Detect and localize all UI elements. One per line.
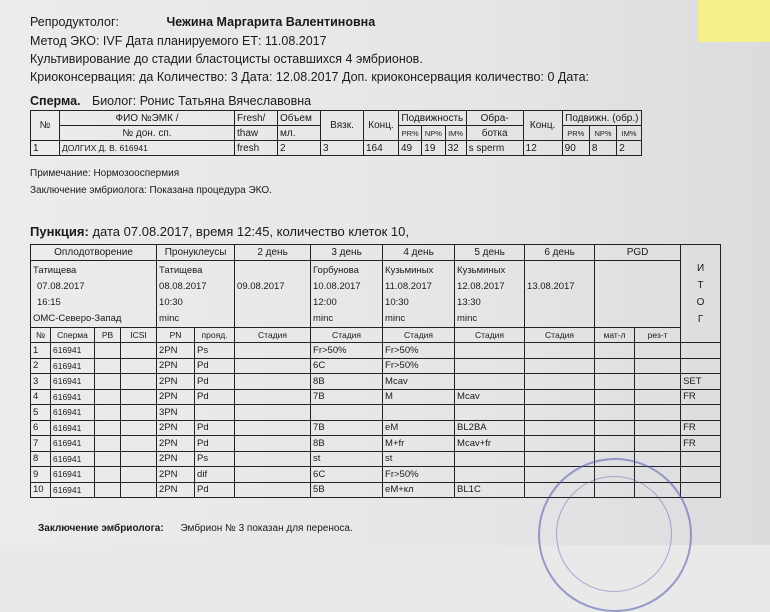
embryo-header-row: [31, 245, 721, 261]
embryo-cell: Mcav: [455, 389, 525, 405]
info-line: 13.08.2017: [527, 280, 575, 292]
embryo-cell: [525, 343, 595, 359]
sperm-title-line: [30, 93, 311, 109]
embryo-cell: [455, 467, 525, 483]
embryo-cell: SET: [681, 374, 721, 390]
embryo-row: [31, 389, 721, 405]
embryo-cell: Pd: [195, 420, 235, 436]
info-line: Татищева: [159, 264, 203, 276]
embryo-cell: [635, 436, 681, 452]
sperm-h-im: IM%: [445, 126, 466, 141]
info-line: 08.08.2017: [159, 280, 207, 292]
h-pronuclei: Пронуклеусы: [157, 245, 235, 261]
info-line: Татищева: [33, 264, 77, 276]
embryo-cell: [681, 405, 721, 421]
reproductologist-name: Чежина Маргарита Валентиновна: [166, 15, 376, 29]
embryo-cell: [95, 389, 121, 405]
embryo-cell: [635, 358, 681, 374]
info-line: Горбунова: [313, 264, 359, 276]
embryo-cell: M+fr: [383, 436, 455, 452]
embryo-cell: 2PN: [157, 451, 195, 467]
embryo-cell: [455, 451, 525, 467]
itogo-letter: О: [696, 296, 705, 308]
embryo-cell: [635, 420, 681, 436]
embryo-cell: 7: [31, 436, 51, 452]
sperm-h-im2: IM%: [617, 126, 642, 141]
header-line-2: Метод ЭКО: IVF Дата планируемого ЕТ: 11.08.2017: [30, 34, 327, 48]
embryo-cell: [95, 374, 121, 390]
sperm-cell: 8: [589, 141, 616, 156]
sperm-cell: 2: [278, 141, 321, 156]
embryo-cell: [235, 405, 311, 421]
info-line: Кузьминых: [457, 264, 506, 276]
embryo-cell: [525, 374, 595, 390]
embryo-cell: 7B: [311, 389, 383, 405]
embryo-cell: [121, 389, 157, 405]
sperm-h-conc2: Конц.: [523, 111, 562, 141]
col-h: Стадия: [525, 327, 595, 343]
col-h: Стадия: [311, 327, 383, 343]
embryo-cell: 8B: [311, 374, 383, 390]
embryo-cell: [121, 451, 157, 467]
h-day4: 4 день: [383, 245, 455, 261]
puncture-line: [30, 224, 409, 240]
embryo-cell: [195, 405, 235, 421]
embryo-cell: Pd: [195, 358, 235, 374]
embryo-cell: BL2BA: [455, 420, 525, 436]
col-h: Стадия: [455, 327, 525, 343]
h-day2: 2 день: [235, 245, 311, 261]
embryo-cell: 7B: [311, 420, 383, 436]
embryo-cell: eM: [383, 420, 455, 436]
puncture-title: Пункция:: [30, 224, 89, 239]
embryo-cell: Pd: [195, 436, 235, 452]
embryo-cell: [235, 343, 311, 359]
embryo-cell: 616941: [51, 436, 95, 452]
embryo-cell: [455, 343, 525, 359]
embryo-cell: Pd: [195, 374, 235, 390]
embryo-cell: 616941: [51, 420, 95, 436]
info-fert: [31, 260, 157, 327]
embryo-row: [31, 374, 721, 390]
info-line: 10.08.2017: [313, 280, 361, 292]
embryo-cell: 616941: [51, 374, 95, 390]
info-pron: [157, 260, 235, 327]
embryo-cell: [635, 374, 681, 390]
embryo-cell: [635, 405, 681, 421]
sperm-h-np2: NP%: [589, 126, 616, 141]
info-line: minc: [457, 312, 478, 324]
sperm-title: Сперма.: [30, 94, 81, 108]
embryo-cell: [235, 436, 311, 452]
col-h: мат-л: [595, 327, 635, 343]
embryo-cell: 2PN: [157, 343, 195, 359]
h-day6: 6 день: [525, 245, 595, 261]
embryo-cell: Pd: [195, 482, 235, 498]
sperm-data-row: [31, 141, 642, 156]
sperm-table: [30, 110, 642, 156]
sperm-h-np: NP%: [422, 126, 445, 141]
seal-stamp-inner: [556, 476, 672, 592]
info-pgd: [595, 260, 681, 327]
info-d2: [235, 260, 311, 327]
h-fertilization: Оплодотворение: [31, 245, 157, 261]
embryo-cell: [455, 405, 525, 421]
sperm-h-conc: Конц.: [364, 111, 399, 141]
col-h: №: [31, 327, 51, 343]
embryo-cell: [635, 343, 681, 359]
embryo-cell: BL1C: [455, 482, 525, 498]
embryo-cell: [235, 358, 311, 374]
sperm-cell: 164: [364, 141, 399, 156]
embryo-cell: [595, 405, 635, 421]
embryo-cell: [95, 482, 121, 498]
embryo-cell: [681, 482, 721, 498]
col-h: Сперма: [51, 327, 95, 343]
info-d6: [525, 260, 595, 327]
embryo-row: [31, 343, 721, 359]
embryo-cell: Fr>50%: [383, 467, 455, 483]
embryo-cell: Ps: [195, 451, 235, 467]
embryo-cell: st: [383, 451, 455, 467]
embryo-cell: [95, 405, 121, 421]
embryo-cell: 5: [31, 405, 51, 421]
embryo-cell: 616941: [51, 343, 95, 359]
embryo-cell: 1: [31, 343, 51, 359]
info-line: minc: [313, 312, 334, 324]
embryo-cell: [121, 343, 157, 359]
h-pgd: PGD: [595, 245, 681, 261]
embryo-cell: [95, 358, 121, 374]
h-day5: 5 день: [455, 245, 525, 261]
sperm-h-fresh1: Fresh/: [235, 111, 278, 126]
h-itogo: [681, 245, 721, 343]
sperm-h-vol1: Объем: [278, 111, 321, 126]
info-d3: [311, 260, 383, 327]
embryo-cell: [121, 405, 157, 421]
embryo-cell: 616941: [51, 451, 95, 467]
sperm-h-fio1: ФИО №ЭМК /: [60, 111, 235, 126]
info-line: 12:00: [313, 296, 337, 308]
embryo-cell: 616941: [51, 467, 95, 483]
col-h: рез-т: [635, 327, 681, 343]
info-line: minc: [159, 312, 180, 324]
sperm-h-proc1: Обра-: [466, 111, 523, 126]
sperm-h-fio2: № дон. сп.: [60, 126, 235, 141]
embryo-cell: 6: [31, 420, 51, 436]
embryo-cell: st: [311, 451, 383, 467]
col-h: ICSI: [121, 327, 157, 343]
embryo-cell: 4: [31, 389, 51, 405]
embryo-cell: dif: [195, 467, 235, 483]
embryo-cell: 616941: [51, 358, 95, 374]
col-h: Стадия: [383, 327, 455, 343]
sperm-h-pr: PR%: [399, 126, 422, 141]
embryo-cell: [455, 374, 525, 390]
embryo-cell: [121, 467, 157, 483]
embryo-cell: [525, 420, 595, 436]
info-d5: [455, 260, 525, 327]
embryo-cell: [681, 467, 721, 483]
embryo-cell: [121, 482, 157, 498]
embryo-cell: [121, 358, 157, 374]
embryo-cell: 3: [31, 374, 51, 390]
embryo-cell: [595, 343, 635, 359]
sperm-cell: ДОЛГИХ Д. В. 616941: [60, 141, 235, 156]
embryo-cell: [525, 358, 595, 374]
embryo-cell: [525, 405, 595, 421]
col-h: Стадия: [235, 327, 311, 343]
info-line: 11.08.2017: [385, 280, 432, 292]
embryo-cell: 2PN: [157, 420, 195, 436]
sperm-cell: fresh: [235, 141, 278, 156]
sperm-h-motil: Подвижность: [399, 111, 467, 126]
embryo-cell: 3PN: [157, 405, 195, 421]
header-line-3: Культивирование до стадии бластоцисты оставшихся 4 эмбрионов.: [30, 52, 423, 66]
sperm-h-proc2: ботка: [466, 126, 523, 141]
final-conclusion: [38, 521, 353, 537]
sperm-note: Примечание: Нормозооспермия: [30, 168, 180, 179]
info-line: minc: [385, 312, 406, 324]
sticky-note: [698, 0, 770, 42]
embryo-cell: FR: [681, 389, 721, 405]
embryo-cell: 6C: [311, 467, 383, 483]
sperm-h-visc: Вязк.: [321, 111, 364, 141]
final-label: Заключение эмбриолога:: [38, 523, 164, 534]
sperm-conclusion: Заключение эмбриолога: Показана процедура ЭКО.: [30, 185, 272, 196]
sperm-cell: 32: [445, 141, 466, 156]
embryo-cell: Fr>50%: [383, 343, 455, 359]
embryo-cell: FR: [681, 420, 721, 436]
embryo-cell: 9: [31, 467, 51, 483]
sperm-cell: 1: [31, 141, 60, 156]
embryo-cell: 2PN: [157, 436, 195, 452]
embryo-cell: 6C: [311, 358, 383, 374]
embryo-cell: 616941: [51, 389, 95, 405]
info-line: Кузьминых: [385, 264, 434, 276]
info-line: 16:15: [37, 296, 61, 308]
info-line: 12.08.2017: [457, 280, 505, 292]
info-line: 10:30: [159, 296, 183, 308]
embryo-cell: 8: [31, 451, 51, 467]
header-line-1: [30, 14, 375, 30]
sperm-cell: s sperm: [466, 141, 523, 156]
embryo-cell: 616941: [51, 482, 95, 498]
sperm-cell: 19: [422, 141, 445, 156]
embryo-cell: [235, 420, 311, 436]
info-line: 13:30: [457, 296, 481, 308]
embryo-cell: [383, 405, 455, 421]
embryo-cell: 8B: [311, 436, 383, 452]
embryo-cell: 2: [31, 358, 51, 374]
sperm-h-motil2: Подвижн. (обр.): [562, 111, 641, 126]
header-line-4: Криоконсервация: да Количество: 3 Дата: 12.08.2017 Доп. криоконсервация количество: 0 Дата:: [30, 70, 590, 84]
sperm-cell: 49: [399, 141, 422, 156]
embryo-cell: [235, 482, 311, 498]
embryo-cell: 2PN: [157, 358, 195, 374]
embryo-cell: Fr>50%: [311, 343, 383, 359]
embryo-row: [31, 405, 721, 421]
embryo-cell: Mcav+fr: [455, 436, 525, 452]
sperm-h-vol2: мл.: [278, 126, 321, 141]
sperm-h-pr2: PR%: [562, 126, 589, 141]
embryo-cell: [95, 436, 121, 452]
sperm-h-fresh2: thaw: [235, 126, 278, 141]
embryo-cell: [235, 467, 311, 483]
h-day3: 3 день: [311, 245, 383, 261]
embryo-cell: [235, 374, 311, 390]
sperm-cell: 12: [523, 141, 562, 156]
embryo-cell: [681, 343, 721, 359]
embryo-cell: [595, 374, 635, 390]
col-h: PB: [95, 327, 121, 343]
embryo-cell: 2PN: [157, 482, 195, 498]
embryo-cell: M: [383, 389, 455, 405]
embryo-cell: [311, 405, 383, 421]
embryo-cell: [525, 389, 595, 405]
embryo-cell: FR: [681, 436, 721, 452]
sperm-cell: 90: [562, 141, 589, 156]
col-h: прояд.: [195, 327, 235, 343]
reproductologist-label: Репродуктолог:: [30, 15, 119, 29]
embryo-cell: [635, 389, 681, 405]
embryo-row: [31, 358, 721, 374]
embryo-cell: [95, 451, 121, 467]
embryo-cell: [525, 436, 595, 452]
info-line: ОМС-Северо-Запад: [33, 312, 122, 324]
embryo-cell: 5B: [311, 482, 383, 498]
embryo-cell: [95, 343, 121, 359]
final-text: Эмбрион № 3 показан для переноса.: [180, 523, 353, 534]
itogo-letter: Г: [697, 313, 704, 325]
embryo-cell: [681, 358, 721, 374]
sperm-biologist: Биолог: Ронис Татьяна Вячеславовна: [92, 94, 312, 108]
embryo-info-row: [31, 260, 721, 327]
embryo-cell: 2PN: [157, 374, 195, 390]
itogo-letter: Т: [697, 279, 704, 291]
puncture-text: дата 07.08.2017, время 12:45, количество клеток 10,: [92, 224, 409, 239]
embryo-cell: [121, 420, 157, 436]
embryo-cell: [235, 451, 311, 467]
embryo-cell: [95, 420, 121, 436]
embryo-cell: Mcav: [383, 374, 455, 390]
embryo-cell: 10: [31, 482, 51, 498]
embryo-cell: 616941: [51, 405, 95, 421]
embryo-row: [31, 436, 721, 452]
embryo-cell: [235, 389, 311, 405]
sperm-h-num: №: [31, 111, 60, 141]
embryo-cell: [595, 436, 635, 452]
info-line: 10:30: [385, 296, 409, 308]
embryo-cell: [121, 374, 157, 390]
info-line: 07.08.2017: [37, 280, 85, 292]
embryo-cell: 2PN: [157, 467, 195, 483]
embryo-cell: [595, 420, 635, 436]
itogo-letter: И: [696, 262, 705, 274]
info-line: 09.08.2017: [237, 280, 285, 292]
embryo-colheader-row: [31, 327, 721, 343]
sperm-cell: 2: [617, 141, 642, 156]
embryo-cell: 2PN: [157, 389, 195, 405]
embryo-cell: eM+кл: [383, 482, 455, 498]
embryo-cell: Fr>50%: [383, 358, 455, 374]
embryo-cell: [121, 436, 157, 452]
sperm-cell: 3: [321, 141, 364, 156]
embryo-row: [31, 420, 721, 436]
embryo-cell: Ps: [195, 343, 235, 359]
col-h: PN: [157, 327, 195, 343]
embryo-cell: [595, 358, 635, 374]
embryo-cell: [95, 467, 121, 483]
embryo-cell: Pd: [195, 389, 235, 405]
embryo-cell: [681, 451, 721, 467]
info-d4: [383, 260, 455, 327]
embryo-cell: [595, 389, 635, 405]
embryo-cell: [455, 358, 525, 374]
